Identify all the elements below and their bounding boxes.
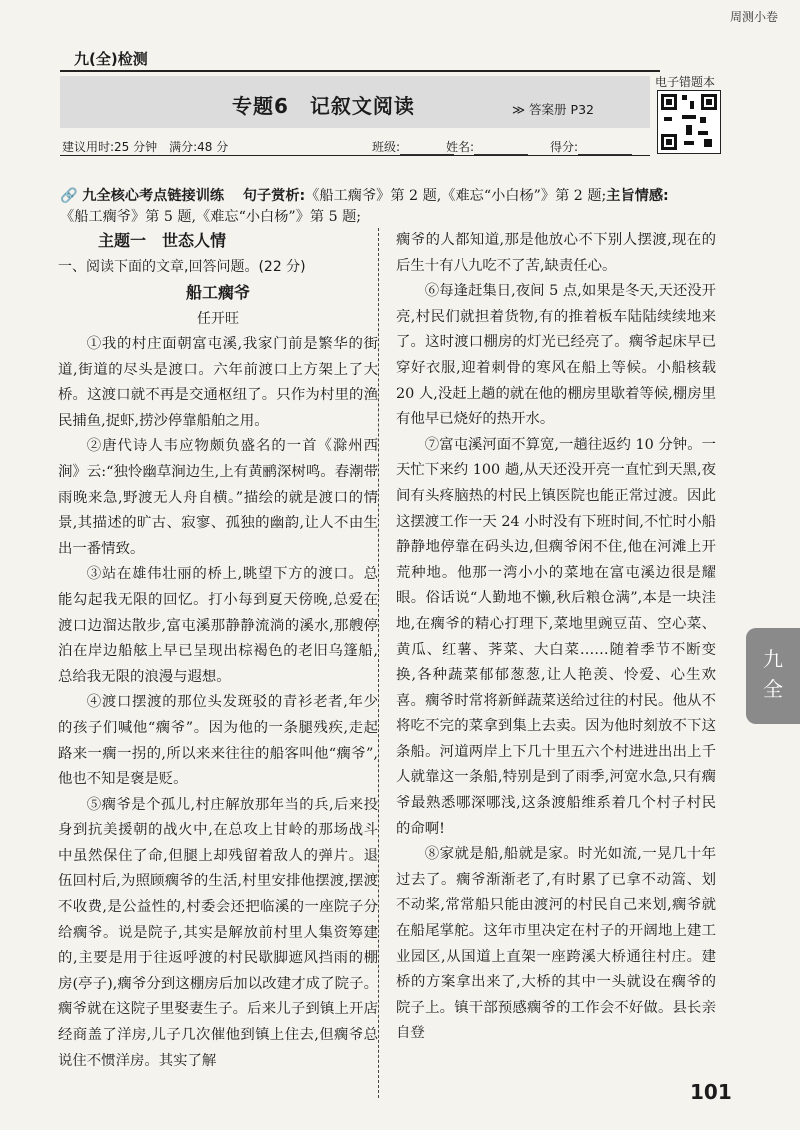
time-and-score: 建议用时:25 分钟 满分:48 分	[62, 140, 229, 154]
links-sentence-label: 句子赏析:	[242, 188, 306, 204]
article-author: 任开旺	[197, 311, 239, 327]
paragraph-8: ⑧家就是船,船就是家。时光如流,一晃几十年过去了。瘸爷渐渐老了,有时累了已拿不动篙、划不动桨,常常船只能由渡河的村民自己来划,瘸爷就在船尾掌舵。这年市里决定在村子的开阔地上建工业园区,从国道上直架一座跨溪大桥通往村庄。建桥的方案拿出来了,大桥的其中一头就设在瘸爷的院子上。镇干部预感瘸爷的工作会不好做。县长亲自登	[396, 846, 716, 1042]
question-instruction: 一、阅读下面的文章,回答问题。(22 分)	[58, 259, 306, 275]
column-divider	[378, 228, 379, 1098]
header-rule	[60, 70, 660, 72]
core-links	[60, 186, 740, 228]
side-tab-label: 九全	[763, 647, 783, 701]
topic-title: 专题6 记叙文阅读	[232, 94, 415, 118]
name-field[interactable]	[446, 138, 528, 155]
name-label: 姓名:	[446, 140, 475, 154]
qr-label: 电子错题本	[655, 75, 716, 89]
weekly-quiz-label: 周测小卷	[729, 10, 778, 24]
links-theme-label: 主旨情感:	[606, 188, 669, 204]
score-field[interactable]	[550, 138, 632, 155]
link-icon: 🔗	[60, 188, 78, 204]
left-column	[58, 228, 378, 1074]
meta-rule	[60, 155, 650, 156]
links-lead: 九全核心考点链接训练	[82, 188, 225, 204]
theme-heading: 主题一 世态人情	[98, 231, 227, 250]
paragraph-2: ②唐代诗人韦应物颇负盛名的一首《滁州西涧》云:“独怜幽草涧边生,上有黄鹂深树鸣。春潮带雨晚来急,野渡无人舟自横。”描绘的就是渡口的情景,其描述的旷古、寂寥、孤独的幽韵,让人不由生出一番情致。	[58, 438, 378, 557]
paragraph-7: ⑦富屯溪河面不算宽,一趟往返约 10 分钟。一天忙下来约 100 趟,从天还没开亮一直忙到天黑,夜间有头疼脑热的村民上镇医院也能正常过渡。因此这摆渡工作一天 24 小时没有下班时间,不忙时小船静静地停靠在码头边,但瘸爷闲不住,他在河滩上开荒种地。他那一湾小小的菜地在富屯溪边很是耀眼。俗话说“人勤地不懒,秋后粮仓满”,本是一块洼地,在瘸爷的精心打理下,菜地里豌豆苗、空心菜、黄瓜、红薯、荠菜、大白菜……随着季节不断变换,各种蔬菜郁郁葱葱,让人艳羡、怜爱、心生欢喜。瘸爷时常将新鲜蔬菜送给过往的村民。他从不将吃不完的菜拿到集上去卖。因为他时刻放不下这条船。河道两岸上下几十里五六个村进进出出上千人就靠这一条船,特别是到了雨季,河宽水急,只有瘸爷最熟悉哪深哪浅,这条渡船维系着几个村子村民的命啊!	[396, 436, 716, 837]
paragraph-3: ③站在雄伟壮丽的桥上,眺望下方的渡口。总能勾起我无限的回忆。打小每到夏天傍晚,总爱在渡口边溜达散步,富屯溪那静静流淌的溪水,那艘停泊在岸边船舷上早已呈现出棕褐色的老旧乌篷船,总给我无限的浪漫与遐想。	[58, 566, 378, 685]
page-number: 101	[690, 1080, 732, 1104]
answer-reference: ≫ 答案册 P32	[512, 102, 594, 117]
qr-code-icon[interactable]	[657, 90, 721, 154]
links-sentence-text: 《船工瘸爷》第 2 题,《难忘“小白杨”》第 2 题;	[305, 188, 607, 204]
links-theme-text: 《船工瘸爷》第 5 题,《难忘“小白杨”》第 5 题;	[60, 209, 362, 225]
paragraph-5: ⑤瘸爷是个孤儿,村庄解放那年当的兵,后来投身到抗美援朝的战火中,在总攻上甘岭的那场战斗中虽然保住了命,但腿上却残留着敌人的弹片。退伍回村后,为照顾瘸爷的生活,村里安排他摆渡,摆渡不收费,是公益性的,村委会还把临溪的一座院子分给瘸爷。说是院子,其实是解放前村里人集资筹建的,主要是用于往返呼渡的村民歇脚遮风挡雨的棚房(亭子),瘸爷分到这棚房后加以改建才成了院子。瘸爷就在这院子里娶妻生子。后来儿子到镇上开店经商盖了洋房,儿子几次催他到镇上住去,但瘸爷总说住不惯洋房。其实了解	[58, 796, 378, 1069]
right-column	[396, 228, 716, 1047]
brand-label: 九(全)检测	[74, 50, 148, 68]
paragraph-6: ⑥每逢赶集日,夜间 5 点,如果是冬天,天还没开亮,村民们就担着货物,有的推着板车陆陆续续地来了。这时渡口棚房的灯光已经亮了。瘸爷起床早已穿好衣服,迎着刺骨的寒风在船上等候。小船核载 20 人,没赶上趟的就在他的棚房里歇着等候,棚房里有他早已烧好的热开水。	[396, 283, 716, 428]
score-label: 得分:	[550, 140, 579, 154]
paragraph-5-continued: 瘸爷的人都知道,那是他放心不下别人摆渡,现在的后生十有八九吃不了苦,缺责任心。	[396, 232, 716, 274]
class-label: 班级:	[372, 140, 401, 154]
paragraph-1: ①我的村庄面朝富屯溪,我家门前是繁华的街道,街道的尽头是渡口。六年前渡口上方架上了大桥。这渡口就不再是交通枢纽了。只作为村里的渔民捕鱼,捉虾,捞沙停靠船舶之用。	[58, 336, 378, 429]
class-field[interactable]	[372, 138, 454, 155]
paragraph-4: ④渡口摆渡的那位头发斑驳的青衫老者,年少的孩子们喊他“瘸爷”。因为他的一条腿残疾,走起路来一瘸一拐的,所以来来往往的船客叫他“瘸爷”,他也不知是褒是贬。	[58, 694, 378, 788]
article-title: 船工瘸爷	[185, 283, 250, 302]
